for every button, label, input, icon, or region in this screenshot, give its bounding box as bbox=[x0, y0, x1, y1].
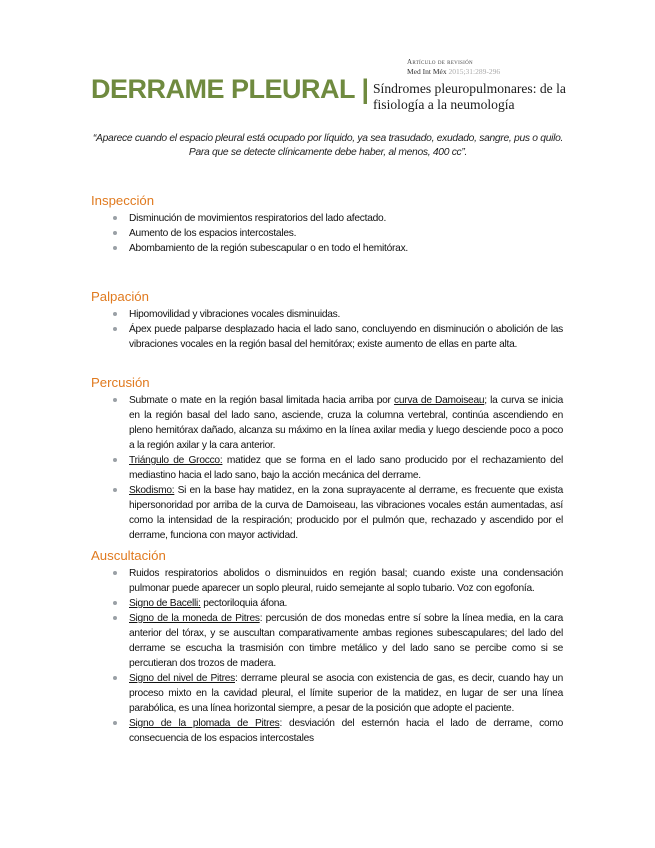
list-item-text-after: : percusión de dos monedas entre sí sobre la línea media, en la cara anterior del tórax, y se auscultan comparativamente ambas regiones subescapulares; del lado del derrame se escucha la trasmisión con timbre metálico y del lado sano se percibe como si se percutieran dos trozos de madera. bbox=[129, 613, 563, 669]
list-item-text-after: : derrame pleural se asocia con existencia de gas, es decir, cuando hay un proceso mixto en la cavidad pleural, el límite superior de la matidez, en lugar de ser una línea parabólica, es una línea horizontal siempre, a pesar de la posición que adopte el paciente. bbox=[129, 673, 564, 714]
bullet-icon bbox=[113, 488, 117, 492]
section-percusion bbox=[91, 375, 563, 543]
list-item-text: Abombamiento de la región subescapular o en todo el hemitórax. bbox=[129, 243, 408, 254]
bullet-icon bbox=[113, 398, 117, 402]
list-item-text: Aumento de los espacios intercostales. bbox=[129, 228, 297, 239]
list-item bbox=[91, 566, 563, 596]
list-item bbox=[91, 716, 563, 746]
section-heading: Inspección bbox=[91, 193, 155, 208]
bullet-icon bbox=[113, 676, 117, 680]
list-item-text-before: Submate o mate en la región basal limitada hacia arriba por bbox=[129, 395, 394, 406]
bullet-icon bbox=[113, 231, 117, 235]
list-item bbox=[91, 241, 563, 256]
bullet-icon bbox=[113, 616, 117, 620]
section-heading: Percusión bbox=[91, 375, 150, 390]
bullet-icon bbox=[113, 458, 117, 462]
list-item-text: Hipomovilidad y vibraciones vocales disminuidas. bbox=[129, 309, 341, 320]
list-item-text-after: pectoriloquia áfona. bbox=[200, 598, 288, 609]
quote-line-1: “Aparece cuando el espacio pleural está ocupado por líquido, ya sea trasudado, exudado, sangre, pus o quilo. bbox=[92, 133, 564, 144]
journal-line bbox=[407, 67, 584, 76]
term-signo-moneda-pitres: Signo de la moneda de Pitres bbox=[129, 613, 260, 624]
term-signo-plomada-pitres: Signo de la plomada de Pitres bbox=[129, 718, 280, 729]
bullet-icon bbox=[113, 312, 117, 316]
section-auscultacion bbox=[91, 548, 563, 746]
list-item bbox=[91, 307, 563, 322]
bullet-icon bbox=[113, 721, 117, 725]
bullet-list bbox=[91, 211, 563, 256]
list-item-text-after: : desviación del esternón hacia el lado de derrame, como consecuencia de los espacios intercostales bbox=[129, 718, 564, 744]
list-item bbox=[91, 611, 563, 671]
bullet-icon bbox=[113, 327, 117, 331]
list-item-text: Ápex puede palparse desplazado hacia el lado sano, concluyendo en disminución o abolición de las vibraciones vocales en la región basal del hemitórax; existe aumento de ellas en parte alta. bbox=[129, 324, 563, 350]
page-title: DERRAME PLEURAL | bbox=[91, 74, 369, 104]
term-curva-damoiseau: curva de Damoiseau bbox=[393, 395, 485, 406]
list-item bbox=[91, 671, 563, 716]
term-triangulo-grocco: Triángulo de Grocco: bbox=[129, 455, 223, 466]
list-item-text-after: matidez que se forma en el lado sano producido por el rechazamiento del mediastino hacia el lado sano, bajo la acción mecánica del derrame. bbox=[129, 455, 563, 481]
section-palpacion bbox=[91, 289, 563, 352]
term-signo-bacelli: Signo de Bacelli: bbox=[129, 598, 201, 609]
term-skodismo: Skodismo: bbox=[129, 485, 175, 496]
list-item bbox=[91, 453, 563, 483]
list-item bbox=[91, 596, 563, 611]
article-heading-line-2: fisiología a la neumología bbox=[373, 97, 515, 112]
bullet-icon bbox=[113, 601, 117, 605]
list-item-text-after: Si en la base hay matidez, en la zona suprayacente al derrame, es frecuente que exista hipersonoridad por arriba de la curva de Damoiseau, las vibraciones vocales están aumentadas, así como la intensidad de la respiración; producido por el pulmón que, rechazado y ascendido por el derrame, funciona con mayor actividad. bbox=[129, 485, 563, 541]
article-clipping bbox=[369, 58, 584, 113]
section-heading: Palpación bbox=[91, 289, 149, 304]
list-item-text-after: ; la curva se inicia en la región basal del lado sano, asciende, cruza la columna vertebral, continúa ascendiendo en pleno hemitórax dañado, alcanza su máximo en la línea axilar media y luego desciende poco a poco a la región axilar y la cara anterior. bbox=[129, 395, 564, 451]
article-heading bbox=[373, 81, 584, 113]
list-item-text: Disminución de movimientos respiratorios del lado afectado. bbox=[129, 213, 387, 224]
list-item-text: Ruidos respiratorios abolidos o disminuidos en región basal; cuando existe una condensación pulmonar puede aparecer un soplo pleural, ruido semejante al soplo tubario. Voz con egofonía. bbox=[129, 568, 563, 594]
term-signo-nivel-pitres: Signo del nivel de Pitres bbox=[129, 673, 235, 684]
bullet-icon bbox=[113, 571, 117, 575]
journal-name: Med Int Méx bbox=[407, 67, 447, 76]
bullet-icon bbox=[113, 246, 117, 250]
list-item bbox=[91, 211, 563, 226]
bullet-list bbox=[91, 566, 563, 746]
list-item bbox=[91, 226, 563, 241]
list-item bbox=[91, 393, 563, 453]
list-item bbox=[91, 483, 563, 543]
bullet-list bbox=[91, 393, 563, 543]
quote-line-2: Para que se detecte clínicamente debe haber, al menos, 400 cc”. bbox=[188, 147, 468, 158]
article-heading-line-1: Síndromes pleuropulmonares: de la bbox=[373, 81, 566, 96]
article-type-label: Artículo de revisión bbox=[407, 58, 473, 66]
definition-quote bbox=[78, 132, 578, 160]
bullet-icon bbox=[113, 216, 117, 220]
section-inspeccion bbox=[91, 193, 563, 256]
section-heading: Auscultación bbox=[91, 548, 166, 563]
journal-citation: 2015;31:289-296 bbox=[448, 67, 501, 76]
bullet-list bbox=[91, 307, 563, 352]
list-item bbox=[91, 322, 563, 352]
